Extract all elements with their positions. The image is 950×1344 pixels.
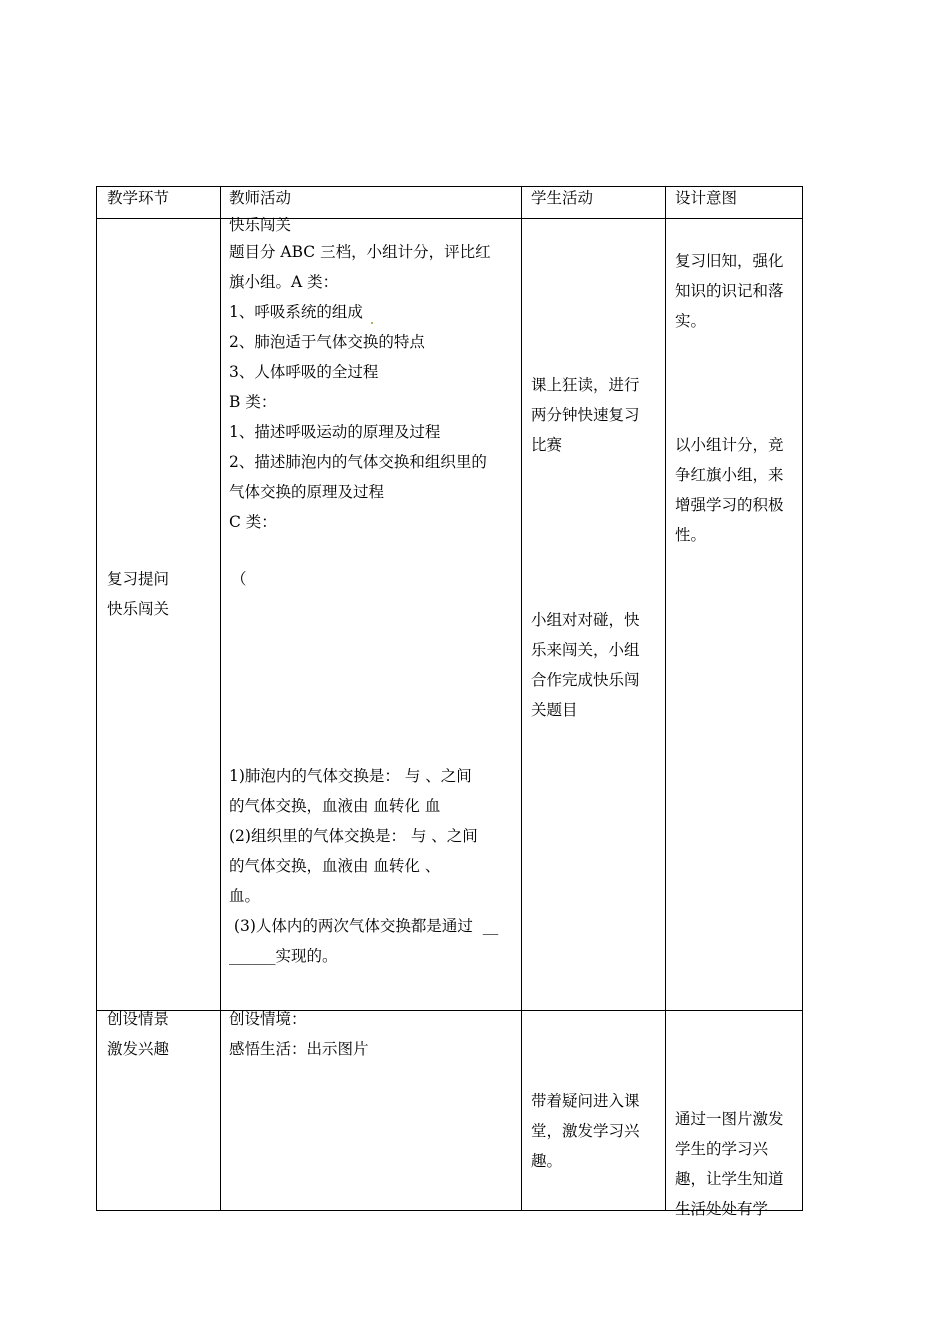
lesson-plan-table xyxy=(96,186,803,1218)
question-line: ______实现的。 xyxy=(229,947,338,965)
row1-intent-a xyxy=(675,246,784,336)
student-line: 乐来闯关，小组 xyxy=(531,641,640,659)
header-design-intent: 设计意图 xyxy=(675,189,738,207)
question-line: 血。 xyxy=(229,887,261,905)
question-line: 的气体交换，血液由 血转化 血 xyxy=(229,797,441,815)
teacher-line: 2、描述肺泡内的气体交换和组织里的 xyxy=(229,453,487,471)
question-line: (3)人体内的两次气体交换都是通过 __ xyxy=(229,917,499,935)
student-line: 比赛 xyxy=(531,436,563,454)
student-line: 两分钟快速复习 xyxy=(531,406,640,424)
student-line: 带着疑问进入课 xyxy=(531,1092,640,1110)
teacher-line: C 类： xyxy=(229,513,277,531)
row1-student-activity-a xyxy=(531,370,640,460)
intent-line: 知识的识记和落 xyxy=(675,282,784,300)
row-divider xyxy=(97,1010,802,1011)
student-line: 堂，激发学习兴 xyxy=(531,1122,640,1140)
teacher-line: 题目分 ABC 三档，小组计分，评比红 xyxy=(229,243,491,261)
row2-stage xyxy=(107,1004,169,1064)
header-stage: 教学环节 xyxy=(107,189,170,207)
column-divider xyxy=(665,187,666,1210)
ink-mark xyxy=(371,322,373,324)
teacher-line: B 类： xyxy=(229,393,277,411)
stage-line: 快乐闯关 xyxy=(107,600,170,618)
question-line: 的气体交换，血液由 血转化 、 xyxy=(229,857,441,875)
header-student-activity: 学生活动 xyxy=(531,189,594,207)
row1-teacher-paren: （ xyxy=(231,570,247,588)
student-line: 小组对对碰，快 xyxy=(531,611,640,629)
column-divider xyxy=(521,187,522,1210)
teacher-line: 气体交换的原理及过程 xyxy=(229,483,385,501)
student-line: 关题目 xyxy=(531,701,578,719)
student-line: 趣。 xyxy=(531,1152,563,1170)
question-line: 1)肺泡内的气体交换是： 与 、之间 xyxy=(229,767,472,785)
column-divider xyxy=(220,187,221,1210)
row1-teacher-questions xyxy=(229,761,498,971)
row1-intent-b xyxy=(675,430,784,550)
intent-line: 争红旗小组，来 xyxy=(675,466,784,484)
intent-line: 复习旧知，强化 xyxy=(675,252,784,270)
student-line: 课上狂读，进行 xyxy=(531,376,640,394)
stage-line: 创设情景 xyxy=(107,1010,170,1028)
stage-line: 激发兴趣 xyxy=(107,1040,170,1058)
intent-line: 学生的学习兴 xyxy=(675,1140,769,1158)
teacher-line: 1、描述呼吸运动的原理及过程 xyxy=(229,423,441,441)
teacher-line: 感悟生活：出示图片 xyxy=(229,1040,369,1058)
intent-line: 趣，让学生知道 xyxy=(675,1170,784,1188)
intent-line: 增强学习的积极 xyxy=(675,496,784,514)
intent-line: 性。 xyxy=(675,526,707,544)
intent-line: 生活处处有学 xyxy=(675,1200,769,1218)
intent-line: 通过一图片激发 xyxy=(675,1110,784,1128)
row1-teacher-activity xyxy=(229,213,491,537)
teacher-line: 1、呼吸系统的组成 xyxy=(229,303,363,321)
row2-teacher-activity xyxy=(229,1004,369,1064)
row1-stage xyxy=(107,564,169,624)
row1-student-activity-b xyxy=(531,605,640,725)
teacher-line: 快乐闯关 xyxy=(229,216,292,234)
student-line: 合作完成快乐闯 xyxy=(531,671,640,689)
stage-line: 复习提问 xyxy=(107,570,170,588)
question-line: (2)组织里的气体交换是： 与 、之间 xyxy=(229,827,478,845)
intent-line: 实。 xyxy=(675,312,707,330)
header-teacher-activity: 教师活动 xyxy=(229,189,292,207)
teacher-line: 旗小组。A 类： xyxy=(229,273,339,291)
teacher-line: 创设情境： xyxy=(229,1010,307,1028)
teacher-line: 2、肺泡适于气体交换的特点 xyxy=(229,333,425,351)
intent-line: 以小组计分，竞 xyxy=(675,436,784,454)
row2-student-activity xyxy=(531,1086,640,1176)
teacher-line: 3、人体呼吸的全过程 xyxy=(229,363,379,381)
row2-intent xyxy=(675,1104,784,1224)
